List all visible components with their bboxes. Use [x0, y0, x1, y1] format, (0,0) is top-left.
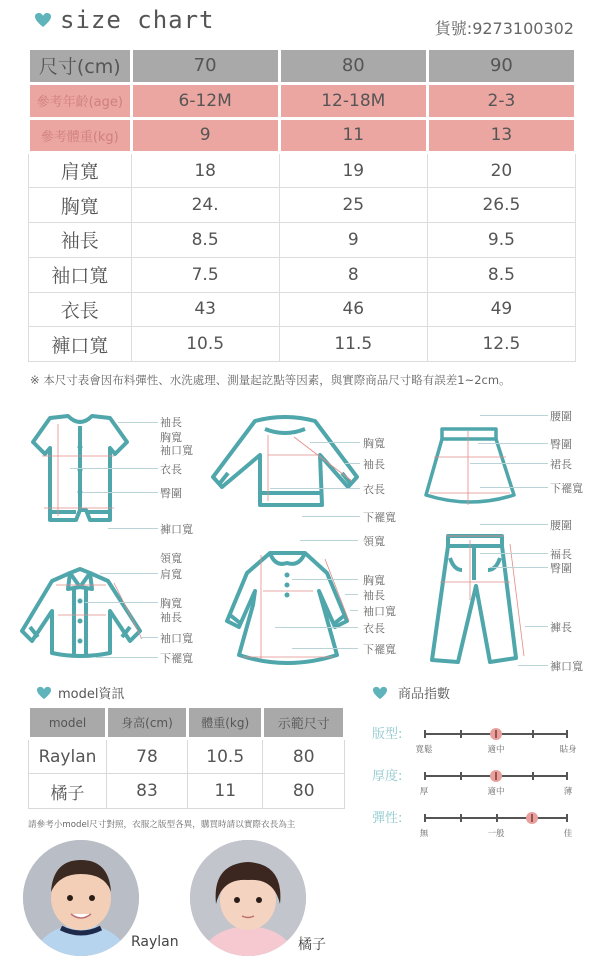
table-cell: 20 [427, 153, 575, 188]
model-photo-raylan [23, 840, 139, 956]
index-marker [526, 812, 538, 824]
model-info-heading [36, 683, 124, 702]
leader-line [300, 540, 358, 541]
product-index-title: 商品指數 [398, 687, 451, 702]
table-header-cell: 70 [131, 49, 279, 84]
dress-label: 領寬 [363, 535, 385, 548]
shirt-label: 袖口寬 [160, 632, 193, 645]
leader-line [525, 626, 548, 627]
model-info-title: model資訊 [58, 687, 125, 702]
table-cell: 8 [279, 257, 427, 292]
dress-icon [225, 545, 350, 665]
romper-label: 胸寬 [160, 431, 182, 444]
pants-label: 臀圍 [550, 562, 572, 575]
romper-label: 袖口寬 [160, 444, 193, 457]
table-header-cell: 身高(cm) [107, 707, 188, 739]
table-cell: 11 [187, 774, 262, 809]
shirt-label: 領寬 [160, 552, 182, 565]
row-label: 參考年齡(age) [29, 83, 132, 118]
leader-line [275, 627, 358, 628]
scale-label: 厚 [419, 787, 429, 797]
leader-line [350, 610, 358, 611]
index-marker [490, 770, 502, 782]
leader-line [470, 463, 548, 464]
romper-icon [30, 412, 130, 532]
table-cell: 8.5 [427, 257, 575, 292]
leader-line [85, 602, 158, 603]
dress-diagram [225, 545, 350, 665]
heart-icon [34, 12, 52, 28]
scale-label: 一般 [487, 829, 505, 839]
row-label: 褲口寬 [29, 327, 132, 362]
scale-label: 適中 [487, 787, 505, 797]
table-cell: 11.5 [279, 327, 427, 362]
table-cell: 24. [131, 188, 279, 223]
table-cell: 9 [131, 118, 279, 153]
pants-diagram [428, 530, 528, 670]
table-cell: 18 [131, 153, 279, 188]
dress-label: 下襬寬 [363, 643, 396, 656]
dress-label: 袖長 [363, 589, 385, 602]
table-cell: 12.5 [427, 327, 575, 362]
pants-label: 褔長 [550, 548, 572, 561]
skirt-label: 下襬寬 [550, 482, 583, 495]
leader-line [140, 637, 158, 638]
table-cell: 9 [279, 222, 427, 257]
sweater-icon [210, 415, 360, 510]
leader-line [118, 422, 158, 423]
sku-label: 貨號:9273100302 [434, 19, 574, 38]
table-cell: 7.5 [131, 257, 279, 292]
index-fit [372, 727, 592, 767]
scale-label: 適中 [487, 745, 505, 755]
avatar [23, 840, 139, 956]
table-header-cell: 示範尺寸 [263, 707, 345, 739]
romper-label: 褲口寬 [160, 523, 193, 536]
leader-line [478, 443, 548, 444]
sweater-diagram [210, 415, 360, 510]
scale-label: 佳 [563, 829, 573, 839]
model-table [27, 705, 346, 809]
table-cell: 11 [279, 118, 427, 153]
table-row [29, 153, 576, 188]
leader-line [96, 657, 158, 658]
table-cell: Raylan [29, 739, 107, 774]
table-cell: 10.5 [131, 327, 279, 362]
shirt-label: 下襬寬 [160, 652, 193, 665]
table-cell: 83 [107, 774, 188, 809]
index-label: 彈性: [372, 811, 403, 826]
scale-label: 貼身 [559, 745, 577, 755]
skirt-label: 裙長 [550, 458, 572, 471]
table-row [29, 188, 576, 223]
table-row [29, 83, 576, 118]
pants-label: 腰圍 [550, 519, 572, 532]
table-header-cell: 尺寸(cm) [29, 49, 132, 84]
table-cell: 橘子 [29, 774, 107, 809]
size-table [27, 47, 577, 362]
shirt-label: 肩寬 [160, 568, 182, 581]
leader-line [480, 553, 548, 554]
index-scale-track [424, 817, 568, 819]
table-cell: 80 [263, 774, 345, 809]
leader-line [480, 524, 548, 525]
sweater-label: 袖長 [363, 458, 385, 471]
table-cell: 2-3 [427, 83, 575, 118]
product-index-heading [372, 683, 450, 702]
shirt-icon [18, 565, 143, 660]
sweater-label: 衣長 [363, 483, 385, 496]
table-cell: 49 [427, 292, 575, 327]
leader-line [302, 516, 360, 517]
table-cell: 25 [279, 188, 427, 223]
model-name-label: 橘子 [298, 937, 326, 953]
table-row [29, 222, 576, 257]
romper-label: 衣長 [160, 463, 182, 476]
table-cell: 26.5 [427, 188, 575, 223]
table-cell: 13 [427, 118, 575, 153]
romper-label: 袖長 [160, 416, 182, 429]
table-cell: 8.5 [131, 222, 279, 257]
row-label: 參考體重(kg) [29, 118, 132, 153]
skirt-label: 臀圍 [550, 438, 572, 451]
table-cell: 80 [263, 739, 345, 774]
table-row [29, 774, 345, 809]
romper-label: 臀圍 [160, 487, 182, 500]
index-label: 厚度: [372, 769, 403, 784]
index-elasticity [372, 811, 592, 851]
row-label: 胸寬 [29, 188, 132, 223]
index-scale-track [424, 775, 568, 777]
shirt-label: 胸寬 [160, 597, 182, 610]
table-cell: 10.5 [187, 739, 262, 774]
heart-icon [36, 686, 52, 700]
leader-line [480, 487, 548, 488]
leader-line [108, 528, 158, 529]
pants-icon [428, 530, 528, 670]
leader-line [70, 468, 158, 469]
model-note: 請參考小model尺寸對照，衣服之版型各異，購買時請以實際衣長為主 [28, 820, 296, 830]
leader-line [345, 463, 360, 464]
table-cell: 43 [131, 292, 279, 327]
scale-label: 寬鬆 [415, 745, 433, 755]
table-cell: 6-12M [131, 83, 279, 118]
table-cell: 9.5 [427, 222, 575, 257]
pants-label: 褲口寬 [550, 660, 583, 673]
table-row [29, 292, 576, 327]
table-row [29, 257, 576, 292]
leader-line [310, 442, 360, 443]
table-header-row [29, 707, 345, 739]
row-label: 袖長 [29, 222, 132, 257]
dress-label: 袖口寬 [363, 605, 396, 618]
table-cell: 78 [107, 739, 188, 774]
index-label: 版型: [372, 727, 403, 742]
romper-diagram [30, 412, 130, 532]
table-row [29, 739, 345, 774]
skirt-label: 腰圍 [550, 410, 572, 423]
dress-label: 衣長 [363, 622, 385, 635]
leader-line [100, 573, 158, 574]
table-cell: 46 [279, 292, 427, 327]
shirt-diagram [18, 565, 143, 660]
leader-line [345, 594, 358, 595]
table-cell: 12-18M [279, 83, 427, 118]
row-label: 肩寬 [29, 153, 132, 188]
row-label: 衣長 [29, 292, 132, 327]
scale-label: 薄 [563, 787, 573, 797]
leader-line [82, 492, 158, 493]
leader-line [270, 488, 360, 489]
table-row [29, 118, 576, 153]
skirt-icon [420, 425, 520, 510]
pants-label: 褲長 [550, 621, 572, 634]
title-text: size chart [60, 6, 215, 34]
skirt-diagram [420, 425, 520, 510]
table-cell: 19 [279, 153, 427, 188]
model-name-label: Raylan [131, 934, 179, 950]
leader-line [292, 579, 358, 580]
page-title [34, 6, 215, 34]
size-note: ※ 本尺寸表會因布料彈性、水洗處理、測量起訖點等因素，與實際商品尺寸略有誤差1~2cm。 [30, 373, 511, 387]
table-header-cell: 體重(kg) [187, 707, 262, 739]
table-header-cell: model [29, 707, 107, 739]
leader-line [490, 567, 548, 568]
table-row [29, 327, 576, 362]
sweater-label: 胸寬 [363, 437, 385, 450]
table-header-row [29, 49, 576, 84]
leader-line [292, 648, 358, 649]
leader-line [518, 665, 548, 666]
index-scale-track [424, 733, 568, 735]
index-thickness [372, 769, 592, 809]
index-marker [490, 728, 502, 740]
sweater-label: 下襬寬 [363, 511, 396, 524]
table-header-cell: 90 [427, 49, 575, 84]
heart-icon [372, 686, 388, 700]
table-header-cell: 80 [279, 49, 427, 84]
shirt-label: 袖長 [160, 611, 182, 624]
leader-line [480, 415, 548, 416]
model-photo-orange [190, 840, 306, 956]
scale-label: 無 [419, 829, 429, 839]
dress-label: 胸寬 [363, 574, 385, 587]
avatar [190, 840, 306, 956]
row-label: 袖口寬 [29, 257, 132, 292]
